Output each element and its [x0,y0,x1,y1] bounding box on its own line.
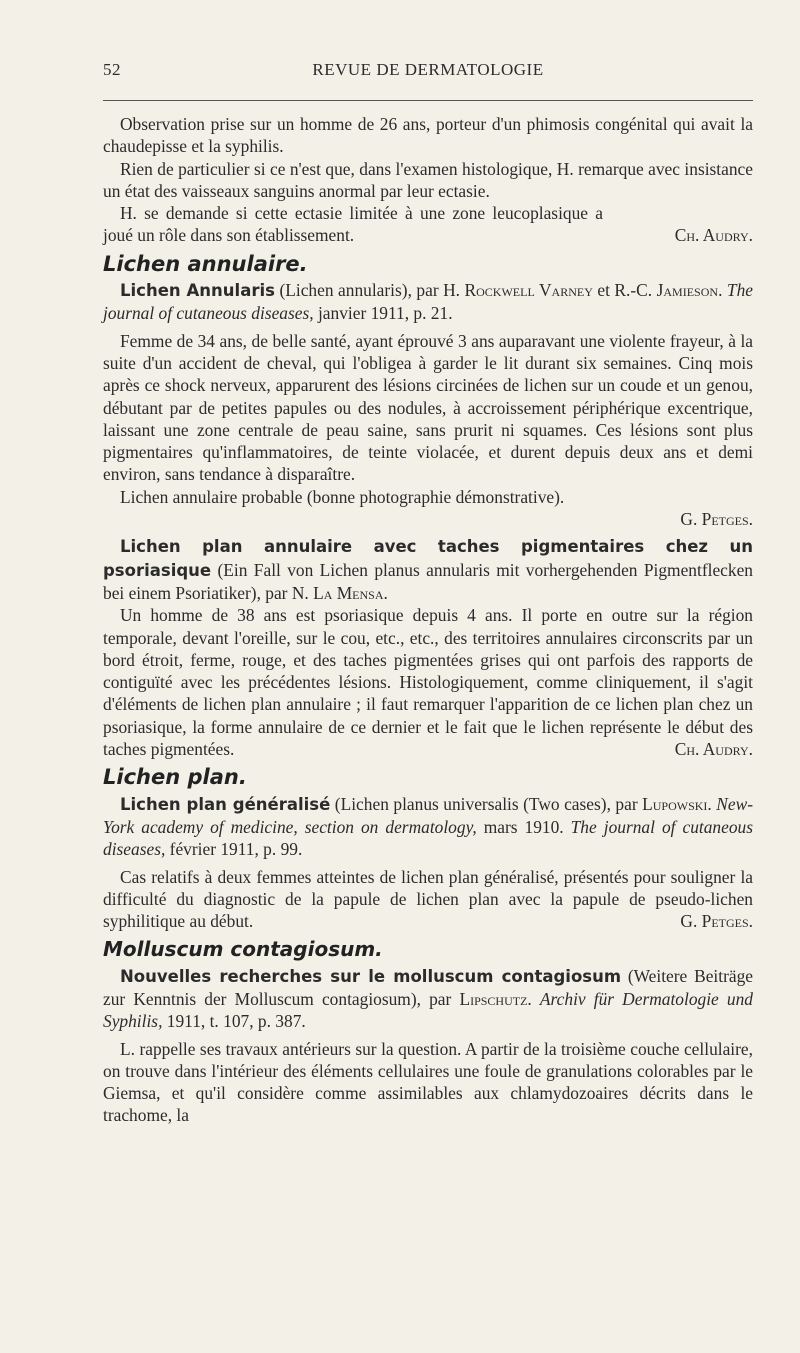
running-header [103,60,753,90]
running-title: REVUE DE DERMATOLOGIE [312,60,544,79]
ref-text: . [718,280,727,301]
page-body [103,113,753,1127]
author-name: Jamieson [656,280,719,301]
ref-text: (Lichen planus universalis (Two cases), par [330,793,643,814]
paragraph-with-signature [103,866,753,933]
header-rule [103,100,753,101]
article-title: Nouvelles recherches sur le molluscum contagiosum [120,966,622,986]
venue-title: New-York academy of medicine, section on dermatology, [103,793,753,837]
signature: G. Petges. [680,911,753,932]
paragraph: L. rappelle ses travaux antérieurs sur la question. A partir de la troisième couche cellulaire, on trouve dans l'intérieur des éléments cellulaires une foule de granulations colorables par le Giemsa, et qu'il considère comme assimilables aux chlamydozoaires décrits dans le trachome, la [103,1038,753,1126]
paragraph: Rien de particulier si ce n'est que, dans l'examen histologique, H. remarque avec insistance un état des vaisseaux sanguins anormal par leur ectasie. [103,158,753,201]
ref-text: . [707,793,717,814]
signature-line [103,508,753,530]
article-reference [103,279,753,325]
ref-text: (Weitere Beiträge zur Kenntnis der Molluscum contagiosum), par [103,965,753,1009]
paragraph-text: Cas relatifs à deux femmes atteintes de lichen plan généralisé, présentés pour souligner la difficulté du diagnostic de la papule de lichen plan avec la papule de pseudo-lichen syphilitique au début. [103,866,753,932]
author-name: Lupowski [642,793,708,814]
ref-text: janvier 1911, p. 21. [313,303,453,324]
ref-text: 1911, t. 107, p. 387. [162,1011,306,1032]
article-title: Lichen plan généralisé [120,794,331,814]
ref-text: (Ein Fall von Lichen planus annularis mit vorhergehenden Pigmentflecken bei einem Psoriatiker), par N. [103,559,753,603]
paragraph: Femme de 34 ans, de belle santé, ayant éprouvé 3 ans auparavant une violente frayeur, à la suite d'un accident de cheval, qui l'obligea à garder le lit durant six semaines. Cinq mois après ce shock nerveux, apparurent des lésions circinées de lichen sur un coude et un genou, débutant par de petites papules ou des nodules, à accroissement périphérique excentrique, laissant une zone centrale de peau saine, sans prurit ni squames. Ces lésions sont plus pigmentaires qu'inflammatoires, de teinte violacée, et durent depuis deux ans et demi environ, sans tendance à disparaître. [103,330,753,485]
paragraph-with-signature [103,604,753,760]
article-title: Lichen Annularis [120,281,275,301]
page-number: 52 [103,60,121,79]
section-heading: Lichen plan. [103,765,247,790]
ref-text: . [527,988,540,1009]
author-name: Lipschutz [459,988,528,1009]
ref-text: février 1911, p. 99. [165,839,303,860]
section-heading: Lichen annulaire. [103,251,308,276]
article-reference [103,793,753,861]
ref-text: (Lichen annularis), par H. [274,280,465,301]
article-reference [103,535,753,604]
section-heading: Molluscum contagiosum. [103,937,383,962]
ref-text: et R.-C. [592,280,657,301]
paragraph: Lichen annulaire probable (bonne photographie démonstrative). [120,486,565,507]
paragraph-text: H. se demande si cette ectasie limitée à une zone leucoplasique a joué un rôle dans son établissement. [103,203,603,246]
signature: Ch. Audry. [674,225,753,246]
author-name: Rockwell Varney [464,280,593,301]
paragraph: Observation prise sur un homme de 26 ans, porteur d'un phimosis congénital qui avait la chaudepisse et la syphilis. [103,114,753,157]
journal-title: The journal of cutaneous diseases, [103,280,754,324]
signature: Ch. Audry. [674,739,753,760]
article-reference [103,965,753,1033]
author-name: La Mensa [313,582,384,603]
journal-title: Archiv für Dermatologie und Syphilis, [103,988,753,1032]
paragraph-with-signature [103,202,753,247]
signature: G. Petges. [680,509,753,530]
ref-text: mars 1910. [476,816,571,837]
article-title: Lichen plan annulaire avec taches pigmentaires chez un psoriasique [103,537,753,580]
paragraph-text: Un homme de 38 ans est psoriasique depuis 4 ans. Il porte en outre sur la région temporale, devant l'oreille, sur le cou, etc., etc., des territoires annulaires circonscrits par un bord étroit, ferme, rouge, et des taches pigmentées grises qui ont parfois des rapports de contiguïté avec les précédentes lésions. Histologiquement, comme cliniquement, il s'agit d'éléments de lichen plan annulaire ; il faut remarquer l'apparition de ce lichen plan chez un psoriasique, la forme annulaire de ce dernier et le fait que le lichen représente le début des taches pigmentées. [103,605,753,760]
journal-title: The journal of cutaneous diseases, [103,816,753,860]
ref-text: . [383,582,388,603]
